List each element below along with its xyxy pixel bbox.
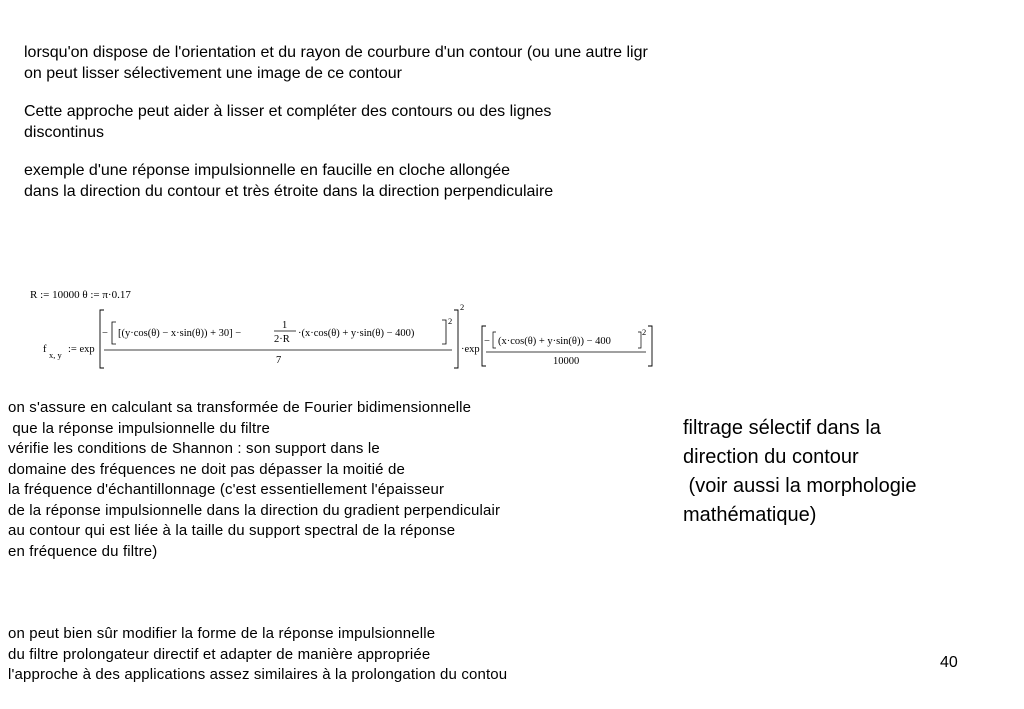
formula-frac-den: 2·R bbox=[274, 334, 290, 345]
formula-frac-num: 1 bbox=[282, 320, 288, 331]
text-line: Cette approche peut aider à lisser et compléter des contours ou des lignes bbox=[24, 103, 552, 120]
page-number: 40 bbox=[940, 654, 958, 671]
formula-square-1: 2 bbox=[448, 316, 453, 326]
text-line: lorsqu'on dispose de l'orientation et du rayon de courbure d'un contour (ou une autre ligr bbox=[24, 44, 648, 61]
fourier-paragraph bbox=[8, 398, 668, 562]
intro-paragraph-orientation bbox=[24, 42, 818, 84]
formula-bracket-right-2 bbox=[648, 326, 652, 366]
side-note-line: direction du contour bbox=[683, 446, 859, 468]
text-line: on peut bien sûr modifier la forme de la réponse impulsionnelle bbox=[8, 625, 436, 642]
formula-bracket-left-1 bbox=[100, 310, 104, 368]
formula-inner-bracket-left-2 bbox=[493, 332, 496, 348]
text-line: on peut lisser sélectivement une image de ce contour bbox=[24, 65, 402, 82]
formula-outer-square: 2 bbox=[460, 302, 465, 312]
text-line: que la réponse impulsionnelle du filtre bbox=[8, 419, 270, 437]
formula-inner-bracket-right-2 bbox=[638, 332, 641, 348]
formula-inner-bracket-left bbox=[112, 322, 116, 344]
impulse-response-formula bbox=[40, 298, 670, 372]
side-note-line: mathématique) bbox=[683, 504, 817, 526]
text-line: la fréquence d'échantillonnage (c'est essentiellement l'épaisseur bbox=[8, 481, 445, 498]
formula-numerator-2: (x·cos(θ) + y·sin(θ)) − 400 bbox=[498, 336, 611, 347]
intro-paragraph-approach bbox=[24, 101, 724, 143]
formula-square-2: 2 bbox=[642, 327, 647, 337]
text-line: de la réponse impulsionnelle dans la direction du gradient perpendiculair bbox=[8, 501, 501, 519]
text-line: l'approche à des applications assez similaires à la prolongation du contou bbox=[8, 666, 508, 683]
formula-dot-exp: ·exp bbox=[461, 344, 480, 355]
text-line: au contour qui est liée à la taille du support spectral de la réponse bbox=[8, 522, 456, 539]
text-line: du filtre prolongateur directif et adapter de manière appropriée bbox=[8, 645, 431, 663]
text-line: domaine des fréquences ne doit pas dépasser la moitié de bbox=[8, 460, 405, 478]
side-note bbox=[683, 414, 1013, 530]
formula-inner-bracket-right bbox=[442, 320, 446, 344]
formula-minus-2: − bbox=[484, 336, 490, 347]
side-note-line: filtrage sélectif dans la bbox=[683, 417, 881, 439]
formula-denominator-1: 7 bbox=[276, 355, 282, 366]
text-line: discontinus bbox=[24, 124, 105, 141]
formula-bracket-right-1 bbox=[454, 310, 458, 368]
formula-parameters: R := 10000 θ := π·0.17 bbox=[30, 289, 131, 301]
formula-lhs-f: f bbox=[43, 344, 47, 355]
text-line: dans la direction du contour et très étroite dans la direction perpendiculaire bbox=[24, 183, 554, 200]
text-line: on s'assure en calculant sa transformée de Fourier bidimensionnelle bbox=[8, 399, 472, 416]
text-line: vérifie les conditions de Shannon : son support dans le bbox=[8, 440, 380, 457]
side-note-line: (voir aussi la morphologie bbox=[683, 475, 917, 497]
formula-numerator-1b: ·(x·cos(θ) + y·sin(θ) − 400) bbox=[298, 328, 415, 339]
text-line: exemple d'une réponse impulsionnelle en faucille en cloche allongée bbox=[24, 162, 511, 179]
formula-lhs-subscript: x, y bbox=[49, 350, 62, 360]
formula-assign-exp: := exp bbox=[68, 344, 95, 355]
intro-paragraph-example bbox=[24, 160, 724, 202]
text-line: en fréquence du filtre) bbox=[8, 542, 158, 560]
formula-numerator-1a: [(y·cos(θ) − x·sin(θ)) + 30] − bbox=[118, 328, 242, 339]
formula-minus-1: − bbox=[102, 328, 108, 339]
formula-denominator-2: 10000 bbox=[553, 356, 580, 367]
modify-paragraph bbox=[8, 624, 670, 686]
